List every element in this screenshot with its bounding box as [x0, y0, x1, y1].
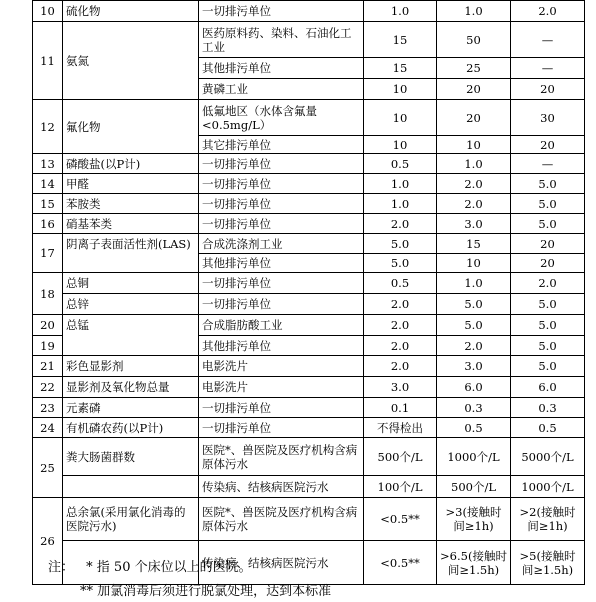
pollutant-name: 总铜 — [63, 273, 199, 294]
limit-grade-2: 0.5 — [437, 418, 511, 438]
table-row — [33, 438, 585, 476]
limit-grade-3: 30 — [511, 100, 585, 136]
row-number: 26 — [33, 498, 63, 585]
table-row — [33, 418, 585, 438]
limit-grade-3: 0.3 — [511, 398, 585, 418]
pollutant-name: 磷酸盐(以P计) — [63, 154, 199, 174]
limit-grade-1: 2.0 — [364, 336, 437, 356]
discharge-unit: 一切排污单位 — [199, 194, 364, 214]
limit-grade-3: 20 — [511, 254, 585, 273]
pollutant-name: 苯胺类 — [63, 194, 199, 214]
limit-grade-3: 5.0 — [511, 294, 585, 315]
limit-grade-1: 10 — [364, 100, 437, 136]
limit-grade-1: 2.0 — [364, 315, 437, 336]
discharge-standard-table — [32, 0, 585, 585]
discharge-unit: 一切排污单位 — [199, 154, 364, 174]
limit-grade-1: 10 — [364, 79, 437, 100]
discharge-unit: 其他排污单位 — [199, 254, 364, 273]
limit-grade-3: 5.0 — [511, 336, 585, 356]
discharge-unit: 电影洗片 — [199, 377, 364, 398]
row-number: 14 — [33, 174, 63, 194]
row-number: 19 — [33, 336, 63, 356]
limit-grade-3: >2(接触时间≥1h) — [511, 498, 585, 541]
limit-grade-1: 1.0 — [364, 1, 437, 22]
discharge-unit: 电影洗片 — [199, 356, 364, 377]
table-row — [33, 1, 585, 22]
row-number: 17 — [33, 234, 63, 273]
limit-grade-2: 15 — [437, 234, 511, 254]
limit-grade-2: 1000个/L — [437, 438, 511, 476]
discharge-unit: 低氟地区（水体含氟量<0.5mg/L） — [199, 100, 364, 136]
limit-grade-1: <0.5** — [364, 498, 437, 541]
row-number: 22 — [33, 377, 63, 398]
pollutant-name: 甲醛 — [63, 174, 199, 194]
pollutant-name: 氟化物 — [63, 100, 199, 154]
row-number: 18 — [33, 273, 63, 315]
limit-grade-3: 2.0 — [511, 273, 585, 294]
limit-grade-1: 2.0 — [364, 294, 437, 315]
row-number: 10 — [33, 1, 63, 22]
limit-grade-3: — — [511, 154, 585, 174]
table-row — [33, 22, 585, 58]
limit-grade-2: 1.0 — [437, 1, 511, 22]
pollutant-name: 氨氮 — [63, 22, 199, 100]
row-number: 16 — [33, 214, 63, 234]
notes-label: 注： — [48, 560, 75, 575]
limit-grade-2: 50 — [437, 22, 511, 58]
limit-grade-2: 2.0 — [437, 174, 511, 194]
row-number: 23 — [33, 398, 63, 418]
limit-grade-3: 20 — [511, 234, 585, 254]
limit-grade-3: 20 — [511, 136, 585, 154]
limit-grade-2: 20 — [437, 100, 511, 136]
limit-grade-2: 1.0 — [437, 154, 511, 174]
limit-grade-1: 15 — [364, 22, 437, 58]
pollutant-name: 元素磷 — [63, 398, 199, 418]
table-row — [33, 100, 585, 136]
discharge-unit: 合成脂肪酸工业 — [199, 315, 364, 336]
limit-grade-2: 1.0 — [437, 273, 511, 294]
table-row — [33, 476, 585, 498]
row-number: 13 — [33, 154, 63, 174]
limit-grade-2: 0.3 — [437, 398, 511, 418]
limit-grade-2: 5.0 — [437, 315, 511, 336]
note-1 — [48, 560, 252, 576]
discharge-unit: 其他排污单位 — [199, 336, 364, 356]
table-row — [33, 294, 585, 315]
limit-grade-2: 10 — [437, 136, 511, 154]
limit-grade-1: 0.5 — [364, 273, 437, 294]
pollutant-name: 粪大肠菌群数 — [63, 438, 199, 476]
table-row — [33, 498, 585, 541]
limit-grade-3: 5.0 — [511, 315, 585, 336]
table-row — [33, 356, 585, 377]
limit-grade-1: 0.5 — [364, 154, 437, 174]
limit-grade-3: 6.0 — [511, 377, 585, 398]
row-number: 15 — [33, 194, 63, 214]
discharge-unit: 一切排污单位 — [199, 273, 364, 294]
limit-grade-1: 100个/L — [364, 476, 437, 498]
limit-grade-3: 5.0 — [511, 214, 585, 234]
row-number: 25 — [33, 438, 63, 498]
pollutant-name: 总锰 — [63, 315, 199, 356]
limit-grade-3: 5.0 — [511, 174, 585, 194]
limit-grade-2: 3.0 — [437, 214, 511, 234]
table-row — [33, 398, 585, 418]
discharge-unit: 一切排污单位 — [199, 398, 364, 418]
pollutant-name — [63, 476, 199, 498]
limit-grade-3: 5.0 — [511, 194, 585, 214]
pollutant-name: 显影剂及氧化物总量 — [63, 377, 199, 398]
limit-grade-2: 2.0 — [437, 194, 511, 214]
limit-grade-3: 2.0 — [511, 1, 585, 22]
limit-grade-2: 5.0 — [437, 294, 511, 315]
limit-grade-2: 6.0 — [437, 377, 511, 398]
discharge-unit: 传染病、结核病医院污水 — [199, 476, 364, 498]
discharge-unit: 一切排污单位 — [199, 294, 364, 315]
row-number: 20 — [33, 315, 63, 336]
limit-grade-1: 10 — [364, 136, 437, 154]
limit-grade-1: 不得检出 — [364, 418, 437, 438]
limit-grade-2: 3.0 — [437, 356, 511, 377]
limit-grade-2: >3(接触时间≥1h) — [437, 498, 511, 541]
discharge-unit: 一切排污单位 — [199, 174, 364, 194]
limit-grade-3: 20 — [511, 79, 585, 100]
discharge-unit: 传染病、结核病医院污水 — [199, 541, 364, 585]
discharge-unit: 医院*、兽医院及医疗机构含病原体污水 — [199, 498, 364, 541]
discharge-unit: 一切排污单位 — [199, 418, 364, 438]
limit-grade-1: 0.1 — [364, 398, 437, 418]
table-row — [33, 315, 585, 336]
limit-grade-1: 2.0 — [364, 356, 437, 377]
table-row — [33, 234, 585, 254]
discharge-unit: 一切排污单位 — [199, 1, 364, 22]
table-row — [33, 214, 585, 234]
limit-grade-3: — — [511, 58, 585, 79]
pollutant-name: 有机磷农药(以P计) — [63, 418, 199, 438]
limit-grade-3: 5000个/L — [511, 438, 585, 476]
pollutant-name: 硝基苯类 — [63, 214, 199, 234]
discharge-unit: 其他排污单位 — [199, 58, 364, 79]
row-number: 24 — [33, 418, 63, 438]
table-row — [33, 194, 585, 214]
discharge-unit: 一切排污单位 — [199, 214, 364, 234]
row-number: 21 — [33, 356, 63, 377]
limit-grade-2: 25 — [437, 58, 511, 79]
limit-grade-2: 2.0 — [437, 336, 511, 356]
limit-grade-1: 500个/L — [364, 438, 437, 476]
pollutant-name: 总余氯(采用氯化消毒的医院污水) — [63, 498, 199, 541]
limit-grade-1: 5.0 — [364, 254, 437, 273]
limit-grade-3: 0.5 — [511, 418, 585, 438]
limit-grade-1: 3.0 — [364, 377, 437, 398]
note-2 — [80, 584, 331, 600]
row-number: 12 — [33, 100, 63, 154]
limit-grade-2: 10 — [437, 254, 511, 273]
discharge-unit: 黄磷工业 — [199, 79, 364, 100]
limit-grade-2: >6.5(接触时间≥1.5h) — [437, 541, 511, 585]
limit-grade-1: <0.5** — [364, 541, 437, 585]
limit-grade-3: >5(接触时间≥1.5h) — [511, 541, 585, 585]
discharge-unit: 医院*、兽医院及医疗机构含病原体污水 — [199, 438, 364, 476]
limit-grade-2: 500个/L — [437, 476, 511, 498]
pollutant-name: 总锌 — [63, 294, 199, 315]
limit-grade-1: 5.0 — [364, 234, 437, 254]
limit-grade-2: 20 — [437, 79, 511, 100]
limit-grade-3: 5.0 — [511, 356, 585, 377]
discharge-unit: 其它排污单位 — [199, 136, 364, 154]
discharge-unit: 合成洗涤剂工业 — [199, 234, 364, 254]
limit-grade-3: — — [511, 22, 585, 58]
table-row — [33, 377, 585, 398]
note-2-text: ** 加氯消毒后须进行脱氯处理，达到本标准 — [80, 584, 332, 599]
pollutant-name: 彩色显影剂 — [63, 356, 199, 377]
note-1-text: * 指 50 个床位以上的医院。 — [86, 560, 252, 575]
limit-grade-1: 1.0 — [364, 174, 437, 194]
limit-grade-1: 15 — [364, 58, 437, 79]
discharge-unit: 医药原料药、染料、石油化工工业 — [199, 22, 364, 58]
row-number: 11 — [33, 22, 63, 100]
table-row — [33, 273, 585, 294]
limit-grade-1: 2.0 — [364, 214, 437, 234]
table-row — [33, 154, 585, 174]
pollutant-name: 硫化物 — [63, 1, 199, 22]
pollutant-name: 阴离子表面活性剂(LAS) — [63, 234, 199, 273]
limit-grade-3: 1000个/L — [511, 476, 585, 498]
table-row — [33, 174, 585, 194]
limit-grade-1: 1.0 — [364, 194, 437, 214]
